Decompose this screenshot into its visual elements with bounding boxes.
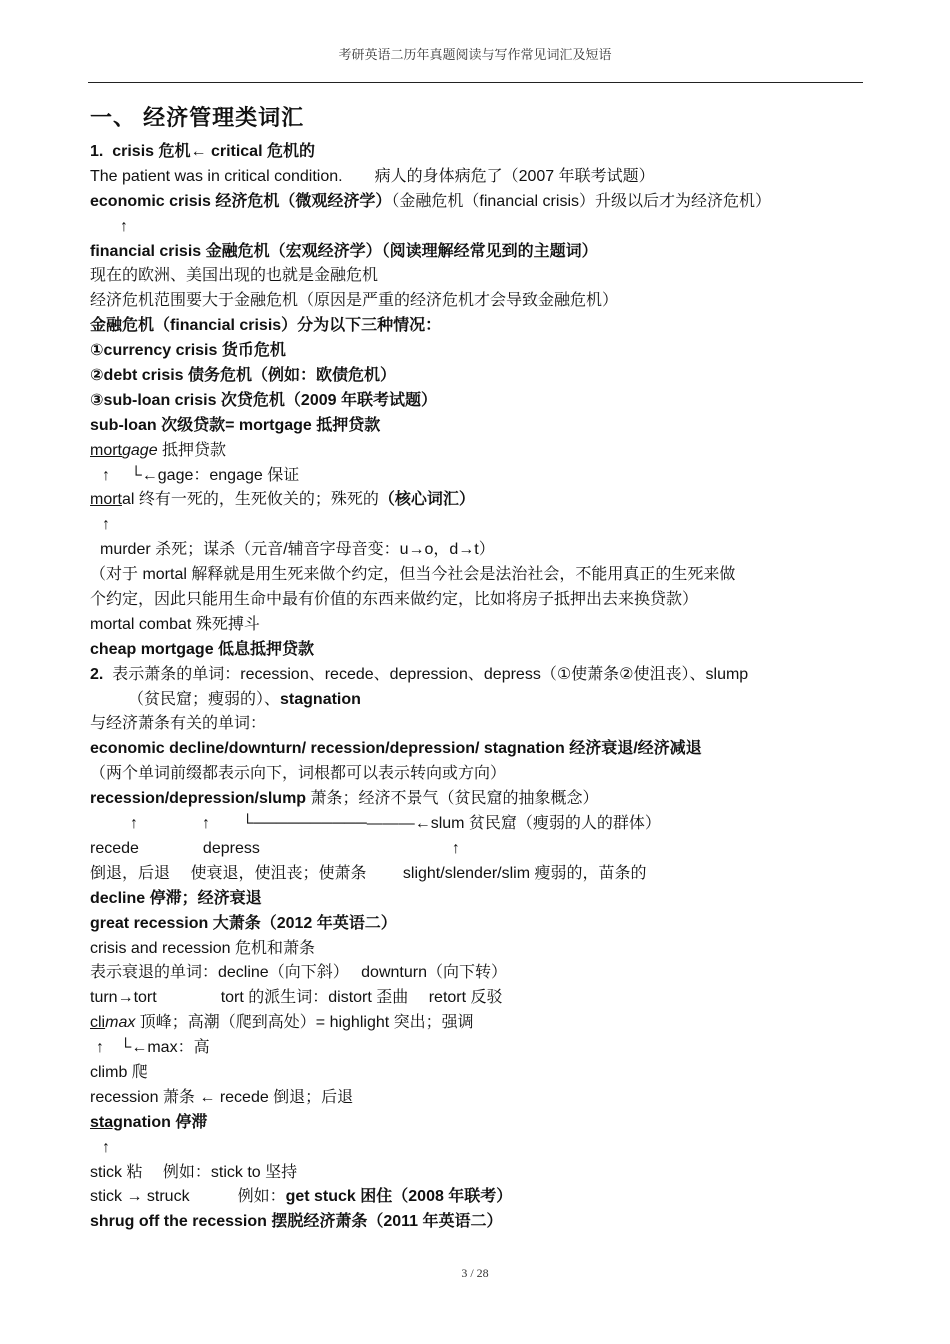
text-line: 表示衰退的单词：decline（向下斜） downturn（向下转） — [90, 964, 507, 982]
entry-1-heading — [90, 140, 862, 165]
economic-crisis-line — [90, 190, 862, 215]
text-line: 个约定，因此只能用生命中最有价值的东西来做约定，比如将房子抵押出去来换贷款） — [90, 591, 699, 609]
arrow-note: ↑ ↑ └──────────———←slum 贫民窟（瘦弱的人的群体） — [130, 815, 661, 833]
term: economic crisis 经济危机（微观经济学） — [90, 192, 392, 210]
climax-line — [90, 1011, 862, 1036]
mortal-line — [90, 488, 862, 513]
page-header: 考研英语二历年真题阅读与写作常见词汇及短语 — [338, 47, 612, 62]
definition: 顶峰；高潮（爬到高处）= highlight 突出；强调 — [135, 1014, 474, 1032]
text-line: shrug off the recession 摆脱经济萧条（2011 年英语二） — [90, 1213, 503, 1231]
text-line: 金融危机（financial crisis）分为以下三种情况： — [90, 317, 442, 335]
text-line: economic decline/downturn/ recession/depression/ stagnation 经济衰退/经济减退 — [90, 740, 702, 758]
entry-text: 表示萧条的单词：recession、recede、depression、depress（①使萧条②使沮丧）、slump — [112, 665, 749, 683]
suffix-italic: gage — [122, 441, 158, 459]
text-line: sub-loan 次级贷款= mortgage 抵押贷款 — [90, 416, 381, 434]
definition: 抵押贷款 — [157, 441, 227, 459]
entry-text: （贫民窟；瘦弱的）、 — [128, 690, 281, 708]
up-arrow: ↑ — [102, 516, 110, 534]
definition: 终有一死的，生死攸关的；殊死的 — [134, 491, 379, 509]
entry-2-continued — [90, 688, 862, 713]
entry-text: crisis 危机← critical 危机的 — [112, 143, 315, 160]
text-line: 现在的欧洲、美国出现的也就是金融危机 — [90, 267, 379, 285]
root-underlined: stag — [90, 1113, 123, 1131]
mortgage-line — [90, 439, 862, 464]
root-underlined: mort — [90, 441, 122, 459]
text-line: mortal combat 殊死搏斗 — [90, 615, 260, 633]
text-line: （对于 mortal 解释就是用生死来做个约定，但当今社会是法治社会，不能用真正的生死来做 — [90, 566, 736, 584]
text-line: （两个单词前缀都表示向下，词根都可以表示转向或方向） — [90, 765, 507, 783]
item-number: 1. — [90, 143, 104, 160]
term: stagnation — [280, 690, 361, 708]
stagnation-line — [90, 1111, 862, 1136]
list-item: ③sub-loan crisis 次贷危机（2009 年联考试题） — [90, 391, 437, 409]
arrow-note: ↑ └←max：高 — [96, 1039, 210, 1057]
text-line: crisis and recession 危机和萧条 — [90, 939, 315, 957]
entry-2-heading — [90, 663, 862, 688]
note: （金融危机（financial crisis）升级以后才为经济危机） — [391, 192, 771, 210]
arrow-note: ↑ └←gage：engage 保证 — [102, 466, 300, 484]
text-line: turn→tort tort 的派生词：distort 歪曲 retort 反驳 — [90, 989, 503, 1007]
term: get stuck 困住（2008 年联考） — [285, 1188, 513, 1206]
definition: 萧条；经济不景气（贫民窟的抽象概念） — [306, 790, 599, 808]
list-item: ②debt crisis 债务危机（例如：欧债危机） — [90, 367, 397, 385]
core-tag: （核心词汇） — [378, 491, 475, 509]
text-line: 经济危机范围要大于金融危机（原因是严重的经济危机才会导致金融危机） — [90, 292, 619, 310]
text-line: 倒退，后退 使衰退，使沮丧；使萧条 slight/slender/slim 瘦弱的，苗条的 — [90, 864, 647, 882]
header-rule — [88, 82, 863, 83]
suffix-italic: max — [105, 1014, 136, 1032]
text-line: recession 萧条 ← recede 倒退；后退 — [90, 1088, 354, 1106]
suffix: al — [122, 491, 135, 509]
text: stick → struck 例如： — [90, 1188, 286, 1206]
text-line: decline 停滞；经济衰退 — [90, 889, 262, 907]
example-sentence: The patient was in critical condition. 病人的身体病危了（2007 年联考试题） — [90, 167, 655, 185]
section-title: 一、 经济管理类词汇 — [90, 105, 305, 130]
definition: nation 停滞 — [122, 1113, 208, 1131]
item-number: 2. — [90, 665, 104, 683]
document-body — [90, 100, 862, 1235]
text-line: climb 爬 — [90, 1063, 148, 1081]
term: recession/depression/slump — [90, 790, 307, 808]
text-line: stick 粘 例如：stick to 坚持 — [90, 1163, 298, 1181]
page-number: 3 / 28 — [461, 1266, 489, 1280]
up-arrow: ↑ — [120, 217, 128, 235]
text-line: 与经济萧条有关的单词： — [90, 715, 267, 733]
text-line: murder 杀死；谋杀（元音/辅音字母音变：u→o，d→t） — [100, 541, 495, 559]
root-underlined: mort — [90, 491, 122, 509]
list-item: ①currency crisis 货币危机 — [90, 342, 286, 360]
recession-line — [90, 787, 862, 812]
text-line: recede depress ↑ — [90, 839, 460, 857]
root-underlined: cli — [90, 1014, 106, 1032]
text-line: cheap mortgage 低息抵押贷款 — [90, 640, 315, 658]
financial-crisis-line: financial crisis 金融危机（宏观经济学）（阅读理解经常见到的主题词） — [90, 242, 598, 260]
text-line: great recession 大萧条（2012 年英语二） — [90, 914, 397, 932]
up-arrow: ↑ — [102, 1138, 110, 1156]
stuck-line — [90, 1185, 862, 1210]
